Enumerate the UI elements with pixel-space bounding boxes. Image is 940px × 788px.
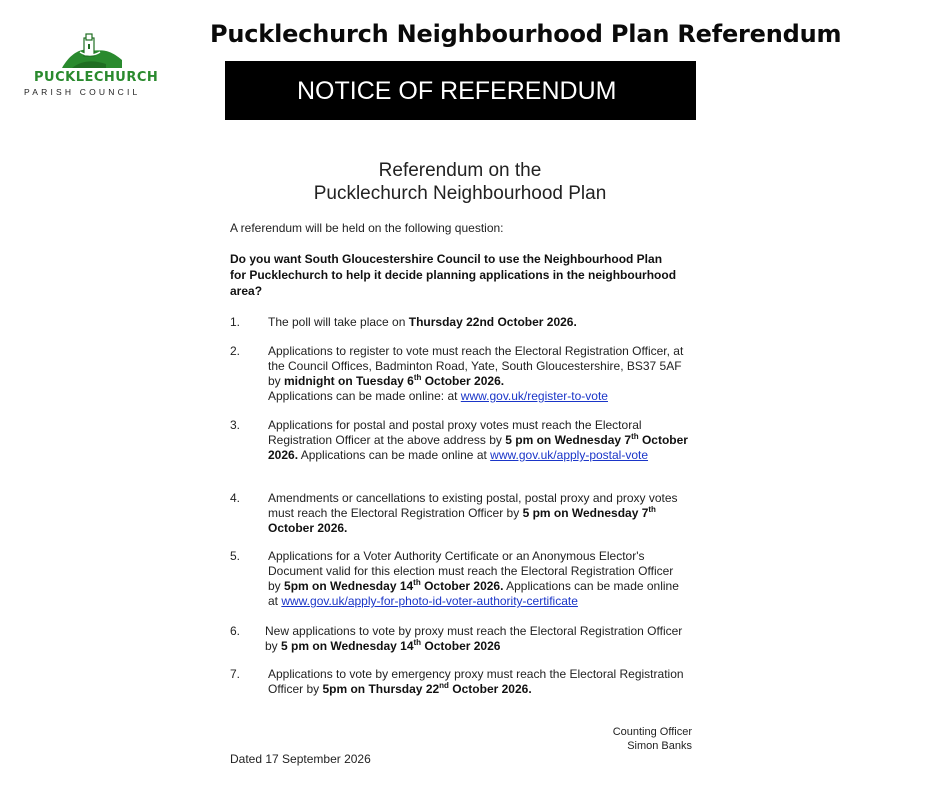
referendum-question: Do you want South Gloucestershire Council to use the Neighbourhood Plan for Pucklechurch to help it decide planning applications in the neighbourhood area? [230, 252, 677, 298]
page-title: Pucklechurch Neighbourhood Plan Referendum [210, 20, 842, 48]
document-title-line-1: Referendum on the [378, 160, 542, 181]
intro-text: A referendum will be held on the following question: [230, 221, 504, 235]
apply-postal-vote-link[interactable]: www.gov.uk/apply-postal-vote [490, 448, 649, 462]
logo-name: PUCKLECHURCH [34, 70, 159, 85]
item-text: New applications to vote by proxy must reach the Electoral Registration Officer by 5 pm on Wednesday 14th October 2026 [265, 624, 683, 653]
item-number: 5. [230, 549, 241, 563]
item-number: 3. [230, 418, 241, 432]
notice-banner-text: NOTICE OF REFERENDUM [297, 77, 617, 105]
notice-banner [225, 61, 696, 120]
item-number: 6. [230, 624, 241, 638]
item-text: Applications for a Voter Authority Certificate or an Anonymous Elector's Document valid for this election must reach the Electoral Registration Officer by 5pm on Wednesday 14th October 2026. Applications can be made online at www.gov.uk/apply-for-photo-id-voter-authority-certificate [268, 549, 679, 608]
church-hill-emblem-icon [62, 30, 122, 68]
register-to-vote-link[interactable]: www.gov.uk/register-to-vote [460, 389, 608, 403]
signoff-role: Counting Officer [612, 726, 692, 738]
dated-line: Dated 17 September 2026 [230, 752, 371, 766]
item-text: Applications to register to vote must reach the Electoral Registration Officer, at the Council Offices, Badminton Road, Yate, South Gloucestershire, BS37 5AF by midnight on Tuesday 6th October 2026. Applications can be made online: at www.gov.uk/register-to-vote [268, 344, 684, 403]
parish-council-logo [22, 30, 162, 100]
item-number: 2. [230, 344, 241, 358]
signoff-name: Simon Banks [627, 740, 692, 752]
item-text: Applications to vote by emergency proxy must reach the Electoral Registration Officer by 5pm on Thursday 22nd October 2026. [268, 667, 684, 696]
document-title-line-2: Pucklechurch Neighbourhood Plan [313, 183, 607, 204]
signoff-block [560, 725, 692, 753]
item-text: Applications for postal and postal proxy votes must reach the Electoral Registration Officer at the above address by 5 pm on Wednesday 7th October 2026. Applications can be made online at www.gov.uk/apply-postal-vote [268, 418, 688, 462]
logo-subtitle: PARISH COUNCIL [24, 87, 141, 97]
item-number: 4. [230, 491, 241, 505]
item-number: 7. [230, 667, 241, 681]
item-text: The poll will take place on Thursday 22nd October 2026. [268, 315, 577, 329]
item-text: Amendments or cancellations to existing postal, postal proxy and proxy votes must reach the Electoral Registration Officer by 5 pm on Wednesday 7th October 2026. [268, 491, 678, 535]
document-title [290, 159, 630, 205]
item-number: 1. [230, 315, 241, 329]
voter-authority-certificate-link[interactable]: www.gov.uk/apply-for-photo-id-voter-authority-certificate [281, 594, 578, 608]
